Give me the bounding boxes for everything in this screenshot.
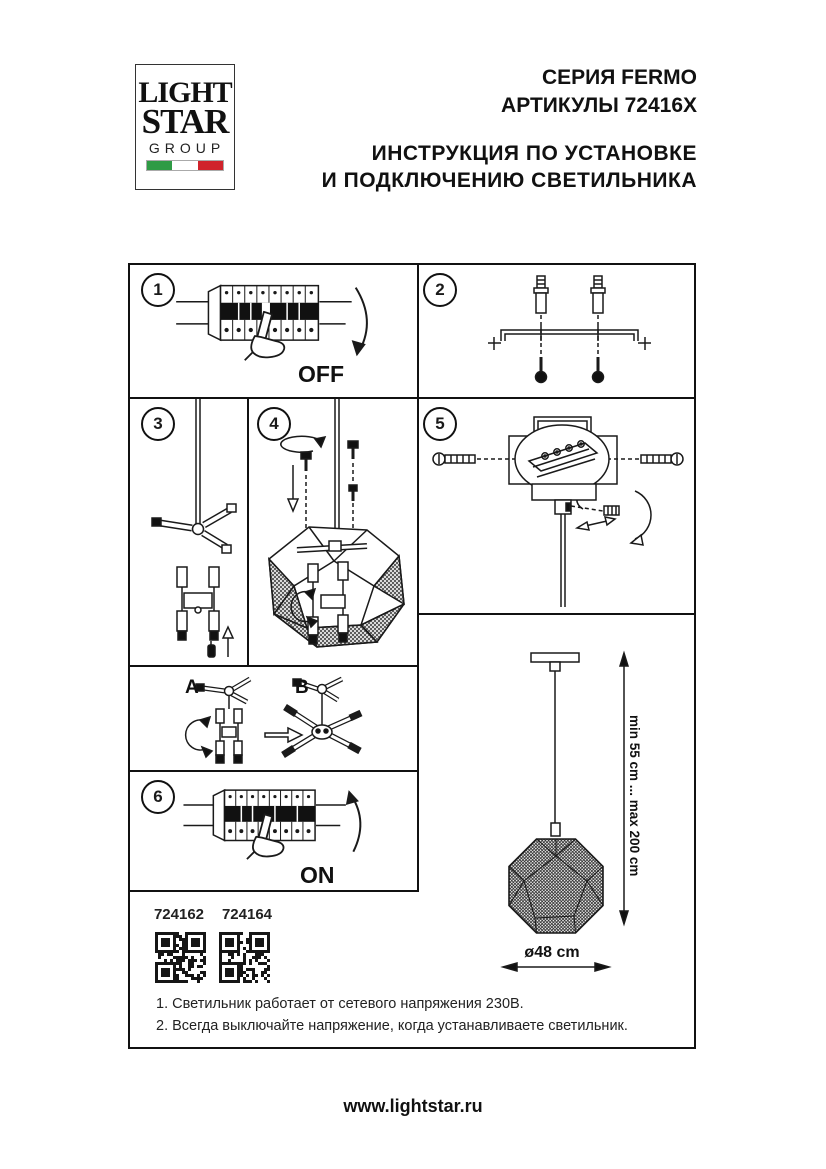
pendant-lamp-dimension-drawing	[419, 615, 697, 1048]
website-url: www.lightstar.ru	[343, 1096, 483, 1116]
connector-icon	[208, 641, 215, 657]
step-5-number: 5	[423, 407, 457, 441]
lightstar-logo	[135, 64, 235, 190]
arrow-up-icon	[346, 790, 360, 852]
variant-b-label: B	[295, 677, 309, 698]
series-label: СЕРИЯ FERMO	[541, 66, 697, 89]
diameter-label: ø48 cm	[524, 944, 580, 961]
step-2-mounting-hardware-drawing	[426, 271, 690, 393]
logo-word-light: LIGHT	[138, 76, 232, 109]
diameter-dimension-line	[503, 963, 609, 971]
double-arrow-icon	[577, 517, 615, 530]
flag-green	[147, 161, 172, 170]
safety-notes	[156, 993, 628, 1037]
page-title	[322, 140, 697, 194]
set-screw-icon	[604, 506, 619, 515]
divider-step6-bottom	[130, 890, 419, 892]
arrow-right-icon	[265, 728, 302, 742]
logo-word-star: STAR	[141, 102, 229, 141]
title-line-1: ИНСТРУКЦИЯ ПО УСТАНОВКЕ	[371, 142, 697, 165]
variant-a-label: A	[185, 677, 199, 698]
screw-icon	[433, 453, 519, 465]
screw-icon	[593, 357, 604, 383]
step-6-number: 6	[141, 780, 175, 814]
header-series-block	[501, 64, 697, 120]
article-number: 724164	[221, 906, 273, 923]
wall-anchor-icon	[534, 276, 548, 313]
step-1-number: 1	[141, 273, 175, 307]
lamp-holders-icon	[177, 567, 219, 640]
divider-step34-bottom	[130, 665, 419, 667]
logo-word-group: GROUP	[148, 140, 226, 156]
instruction-grid	[128, 263, 696, 1049]
rotate-icon	[281, 436, 325, 452]
step-1-breaker-off-drawing	[158, 271, 390, 393]
flag-white	[172, 161, 197, 170]
height-range-label: min 55 cm ... max 200 cm	[627, 715, 642, 877]
variant-ab-drawing	[130, 669, 417, 770]
qr-code-724162	[155, 932, 206, 983]
rotate-icon	[631, 491, 651, 545]
note-line: 1. Светильник работает от сетевого напряжения 230В.	[156, 996, 524, 1012]
step-1-caption-off: OFF	[298, 361, 344, 387]
flag-red	[198, 161, 223, 170]
spider-bracket-icon	[152, 504, 236, 553]
arrow-down-icon	[288, 465, 298, 511]
qr-code-724164	[219, 932, 270, 983]
step-4-number: 4	[257, 407, 291, 441]
note-line: 2. Всегда выключайте напряжение, когда устанавливаете светильник.	[156, 1018, 628, 1034]
step-6-breaker-on-drawing	[158, 777, 390, 889]
step-4-shade-assembly-drawing	[249, 399, 417, 665]
mounting-bracket-icon	[488, 326, 651, 350]
divider-ab-bottom	[130, 770, 419, 772]
step-3-suspension-drawing	[130, 399, 248, 665]
screw-icon	[536, 357, 547, 383]
title-line-2: И ПОДКЛЮЧЕНИЮ СВЕТИЛЬНИКА	[321, 169, 697, 192]
arrow-up-icon	[223, 627, 233, 657]
articles-label: АРТИКУЛЫ 72416X	[501, 94, 697, 117]
step-6-caption-on: ON	[300, 862, 335, 888]
wall-anchor-icon	[591, 276, 605, 313]
faceted-shade-icon	[509, 839, 603, 933]
step-3-number: 3	[141, 407, 175, 441]
ceiling-plate-icon	[531, 653, 579, 662]
step-5-canopy-mounting-drawing	[419, 399, 697, 613]
canopy-icon	[532, 484, 596, 500]
screw-icon	[597, 453, 683, 465]
italian-flag-stripe	[146, 160, 224, 171]
article-number: 724162	[153, 906, 205, 923]
rotate-icon	[186, 720, 206, 750]
step-2-number: 2	[423, 273, 457, 307]
arrow-down-icon	[352, 288, 367, 357]
